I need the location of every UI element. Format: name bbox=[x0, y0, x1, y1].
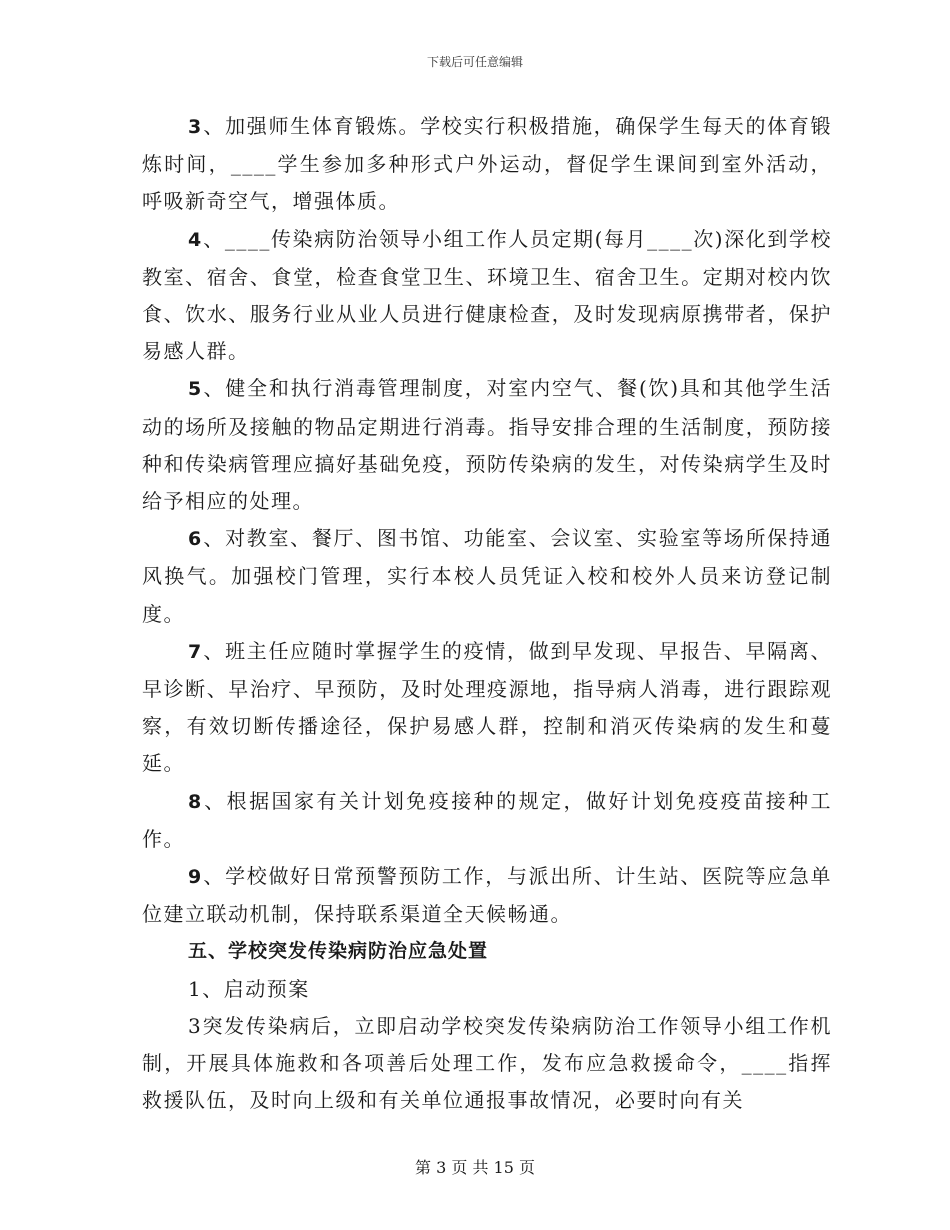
item-number: 9 bbox=[188, 866, 202, 889]
paragraph-item-6 bbox=[142, 520, 832, 633]
item-number: 3 bbox=[188, 116, 202, 138]
paragraph-text: 、____传染病防治领导小组工作人员定期(每月____次)深化到学校教室、宿舍、食堂，检查食堂卫生、环境卫生、宿舍卫生。定期对校内饮食、饮水、服务行业从业人员进行健康检查，及时发现病原携带者，保护易感人群。 bbox=[142, 226, 832, 364]
paragraph-text: 、班主任应随时掌握学生的疫情，做到早发现、早报告、早隔离、早诊断、早治疗、早预防，及时处理疫源地，指导病人消毒，进行跟踪观察，有效切断传播途径，保护易感人群，控制和消灭传染病的发生和蔓延。 bbox=[142, 638, 832, 776]
paragraph-item-8 bbox=[142, 783, 832, 858]
paragraph-text: 、学校做好日常预警预防工作，与派出所、计生站、医院等应急单位建立联动机制，保持联系渠道全天候畅通。 bbox=[142, 864, 832, 927]
item-number: 8 bbox=[188, 790, 202, 813]
section-heading: 五、学校突发传染病防治应急处置 bbox=[188, 940, 489, 963]
page-footer: 第 3 页 共 15 页 bbox=[415, 1158, 535, 1177]
page-header: 下载后可任意编辑 bbox=[426, 55, 523, 69]
paragraph-item-3 bbox=[142, 108, 832, 221]
paragraph-text: 、加强师生体育锻炼。学校实行积极措施，确保学生每天的体育锻炼时间，____学生参加多种形式户外运动，督促学生课间到室外活动，呼吸新奇空气，增强体质。 bbox=[142, 114, 832, 214]
paragraph-item-5 bbox=[142, 370, 832, 520]
paragraph-item-9 bbox=[142, 858, 832, 933]
paragraph-item-4 bbox=[142, 221, 832, 371]
subheading: 1、启动预案 bbox=[188, 976, 310, 1001]
paragraph-text: 、健全和执行消毒管理制度，对室内空气、餐(饮)具和其他学生活动的场所及接触的物品定期进行消毒。指导安排合理的生活制度，预防接种和传染病管理应搞好基础免疫，预防传染病的发生，对传染病学生及时给予相应的处理。 bbox=[142, 376, 832, 514]
item-number: 4 bbox=[188, 228, 202, 251]
paragraph-text: 、根据国家有关计划免疫接种的规定，做好计划免疫疫苗接种工作。 bbox=[142, 788, 832, 851]
document-body bbox=[142, 108, 832, 1119]
final-paragraph: 3突发传染病后，立即启动学校突发传染病防治工作领导小组工作机制，开展具体施救和各项善后处理工作，发布应急救援命令，____指挥救援队伍，及时向上级和有关单位通报事故情况，必要时向有关 bbox=[142, 1013, 832, 1113]
item-number: 5 bbox=[188, 378, 202, 401]
paragraph-item-7 bbox=[142, 633, 832, 783]
item-number: 7 bbox=[188, 640, 202, 663]
item-number: 6 bbox=[188, 528, 202, 551]
paragraph-text: 、对教室、餐厅、图书馆、功能室、会议室、实验室等场所保持通风换气。加强校门管理，实行本校人员凭证入校和校外人员来访登记制度。 bbox=[142, 526, 832, 626]
